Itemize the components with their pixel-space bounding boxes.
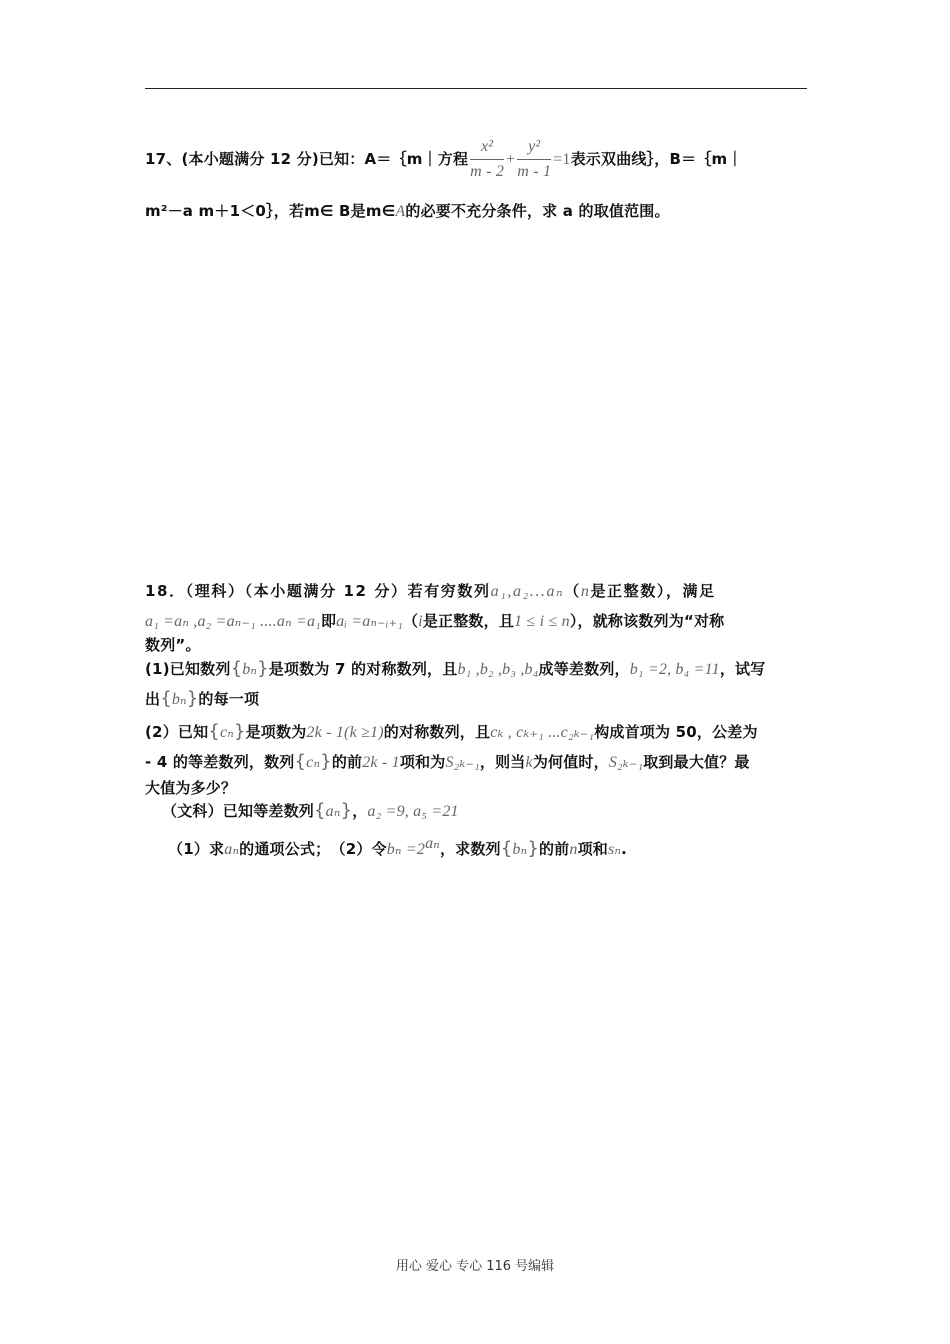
math-n: n <box>580 583 591 600</box>
q18-wenke-line-2: （1）求aₙ的通项公式； （2）令$b_n =2^{a_n}$，求数列{bₙ}的前n项和sₙ. <box>168 835 628 859</box>
q18-text: 取到最大值？最 <box>643 753 750 771</box>
fraction-y2 <box>517 138 551 181</box>
math-ai: aᵢ =aₙ₋ᵢ₊₁ <box>336 613 403 630</box>
q18-text: 出 <box>145 690 161 708</box>
frac-den: m - 1 <box>517 163 552 180</box>
math-cn: cₙ <box>306 754 321 771</box>
q17-line-2 <box>145 200 670 221</box>
q17-text: 的必要不充分条件，求 a 的取值范围。 <box>405 202 670 220</box>
q18-text: ），就称该数列为“对称 <box>569 612 725 630</box>
math-bn: bₙ <box>171 691 187 708</box>
q18-text: ， <box>352 802 368 820</box>
q17-text: 17、(本小题满分 12 分)已知：A＝｛m｜方程 <box>145 150 469 168</box>
q18-part1-line-2: 出{bₙ}的每一项 <box>145 688 260 709</box>
math-symmetric-def: a₁ =aₙ ,a₂ =aₙ₋₁ ....aₙ =a₁ <box>145 613 321 630</box>
set-a-symbol: A <box>395 203 406 220</box>
q18-text: 是正整数，且 <box>422 612 515 630</box>
math-a-values: a₂ =9, a₅ =21 <box>367 803 459 820</box>
q18-text: . <box>621 840 628 858</box>
math-c-seq: cₖ , cₖ₊₁ ...c₂ₖ₋₁ <box>490 724 595 741</box>
q18-text: 成等差数列， <box>538 660 630 678</box>
q18-part1-line-1: (1)已知数列{bₙ}是项数为 7 的对称数列，且b₁ ,b₂ ,b₃ ,b₄成等差数列，b₁ =2, b₄ =11，试写 <box>145 658 766 679</box>
math-2k-1: 2k - 1(k ≥1) <box>306 724 384 741</box>
q18-text: 是项数为 <box>245 723 307 741</box>
math-s2k-1: S₂ₖ₋₁ <box>608 754 644 771</box>
q18-text: (1)已知数列 <box>145 660 231 678</box>
q18-text: ，则当 <box>479 753 526 771</box>
q18-text: 是项数为 7 的对称数列，且 <box>268 660 458 678</box>
math-s2k-1: S₂ₖ₋₁ <box>445 754 480 771</box>
q18-line-1 <box>145 580 716 601</box>
q18-text: 为何值时， <box>532 753 609 771</box>
q18-text: 的通项公式； （2）令 <box>239 840 387 858</box>
fraction-x2 <box>470 138 504 181</box>
math-n: n <box>569 841 578 858</box>
q18-text: 构成首项为 50，公差为 <box>594 723 758 741</box>
q18-line-2 <box>145 610 724 631</box>
math-sn: sₙ <box>607 841 622 858</box>
frac-den: m - 2 <box>470 163 505 180</box>
q18-part2-line-2: - 4 的等差数列，数列{cₙ}的前2k - 1项和为S₂ₖ₋₁，则当k为何值时，S₂ₖ₋₁取到最大值？最 <box>145 751 750 772</box>
math-range: 1 ≤ i ≤ n <box>514 613 570 630</box>
q18-wenke-line-1: （文科）已知等差数列{aₙ}，a₂ =9, a₅ =21 <box>162 800 459 821</box>
q18-text: （1）求 <box>168 840 225 858</box>
header-rule <box>145 88 807 89</box>
q18-line-3 <box>145 634 201 655</box>
q18-text: (2）已知 <box>145 723 209 741</box>
frac-num: x² <box>470 138 504 160</box>
q18-text: 的每一项 <box>198 690 260 708</box>
q18-text: 是正整数），满足 <box>590 582 716 600</box>
q18-text: 18．（理科）（本小题满分 12 分）若有穷数列 <box>145 582 491 600</box>
q18-text: 的对称数列，且 <box>383 723 491 741</box>
math-b-seq: b₁ ,b₂ ,b₃ ,b₄ <box>457 661 539 678</box>
q18-text: （ <box>402 612 419 630</box>
q17-line-1 <box>145 138 743 181</box>
math-bn: bₙ <box>512 841 528 858</box>
q18-part2-line-3 <box>145 777 236 798</box>
q18-text: 即 <box>320 612 337 630</box>
q18-text: 大值为多少？ <box>145 779 237 797</box>
q17-text: m²－a m＋1＜0｝，若m∈ B是m∈ <box>145 202 396 220</box>
q18-text: ，试写 <box>719 660 766 678</box>
frac-num: y² <box>517 138 551 160</box>
page-footer: 用心 爱心 专心 116 号编辑 <box>395 1259 555 1274</box>
q18-text: （文科）已知等差数列 <box>162 802 315 820</box>
math-b-values: b₁ =2, b₄ =11 <box>629 661 720 678</box>
q18-text: - 4 的等差数列，数列 <box>145 753 295 771</box>
math-k: k <box>525 754 533 771</box>
math-sequence: a₁,a₂...aₙ <box>490 583 565 600</box>
math-cn: cₙ <box>219 724 234 741</box>
equals-one: =1 <box>553 151 571 168</box>
math-an: aₙ <box>325 803 341 820</box>
math-2k-1: 2k - 1 <box>362 754 400 771</box>
math-bn-def: bₙ =2 <box>386 841 426 858</box>
math-i: i <box>418 613 423 630</box>
q18-text: 项和为 <box>399 753 446 771</box>
q18-text: ，求数列 <box>439 840 501 858</box>
plus-sign: + <box>506 151 516 168</box>
math-bn: bₙ <box>242 661 258 678</box>
math-an: aₙ <box>224 841 240 858</box>
q18-text: 的前 <box>538 840 570 858</box>
q18-text: （ <box>564 582 581 600</box>
math-exponent: aₙ <box>425 835 440 852</box>
q18-text: 的前 <box>331 753 363 771</box>
q18-part2-line-1: (2）已知{cₙ}是项数为2k - 1(k ≥1)的对称数列，且cₖ , cₖ₊₁ ...c₂ₖ₋₁构成首项为 50，公差为 <box>145 721 758 742</box>
q18-text: 项和 <box>577 840 608 858</box>
q18-text: 数列”。 <box>145 636 201 654</box>
q17-text: 表示双曲线｝，B＝｛m｜ <box>570 150 743 168</box>
